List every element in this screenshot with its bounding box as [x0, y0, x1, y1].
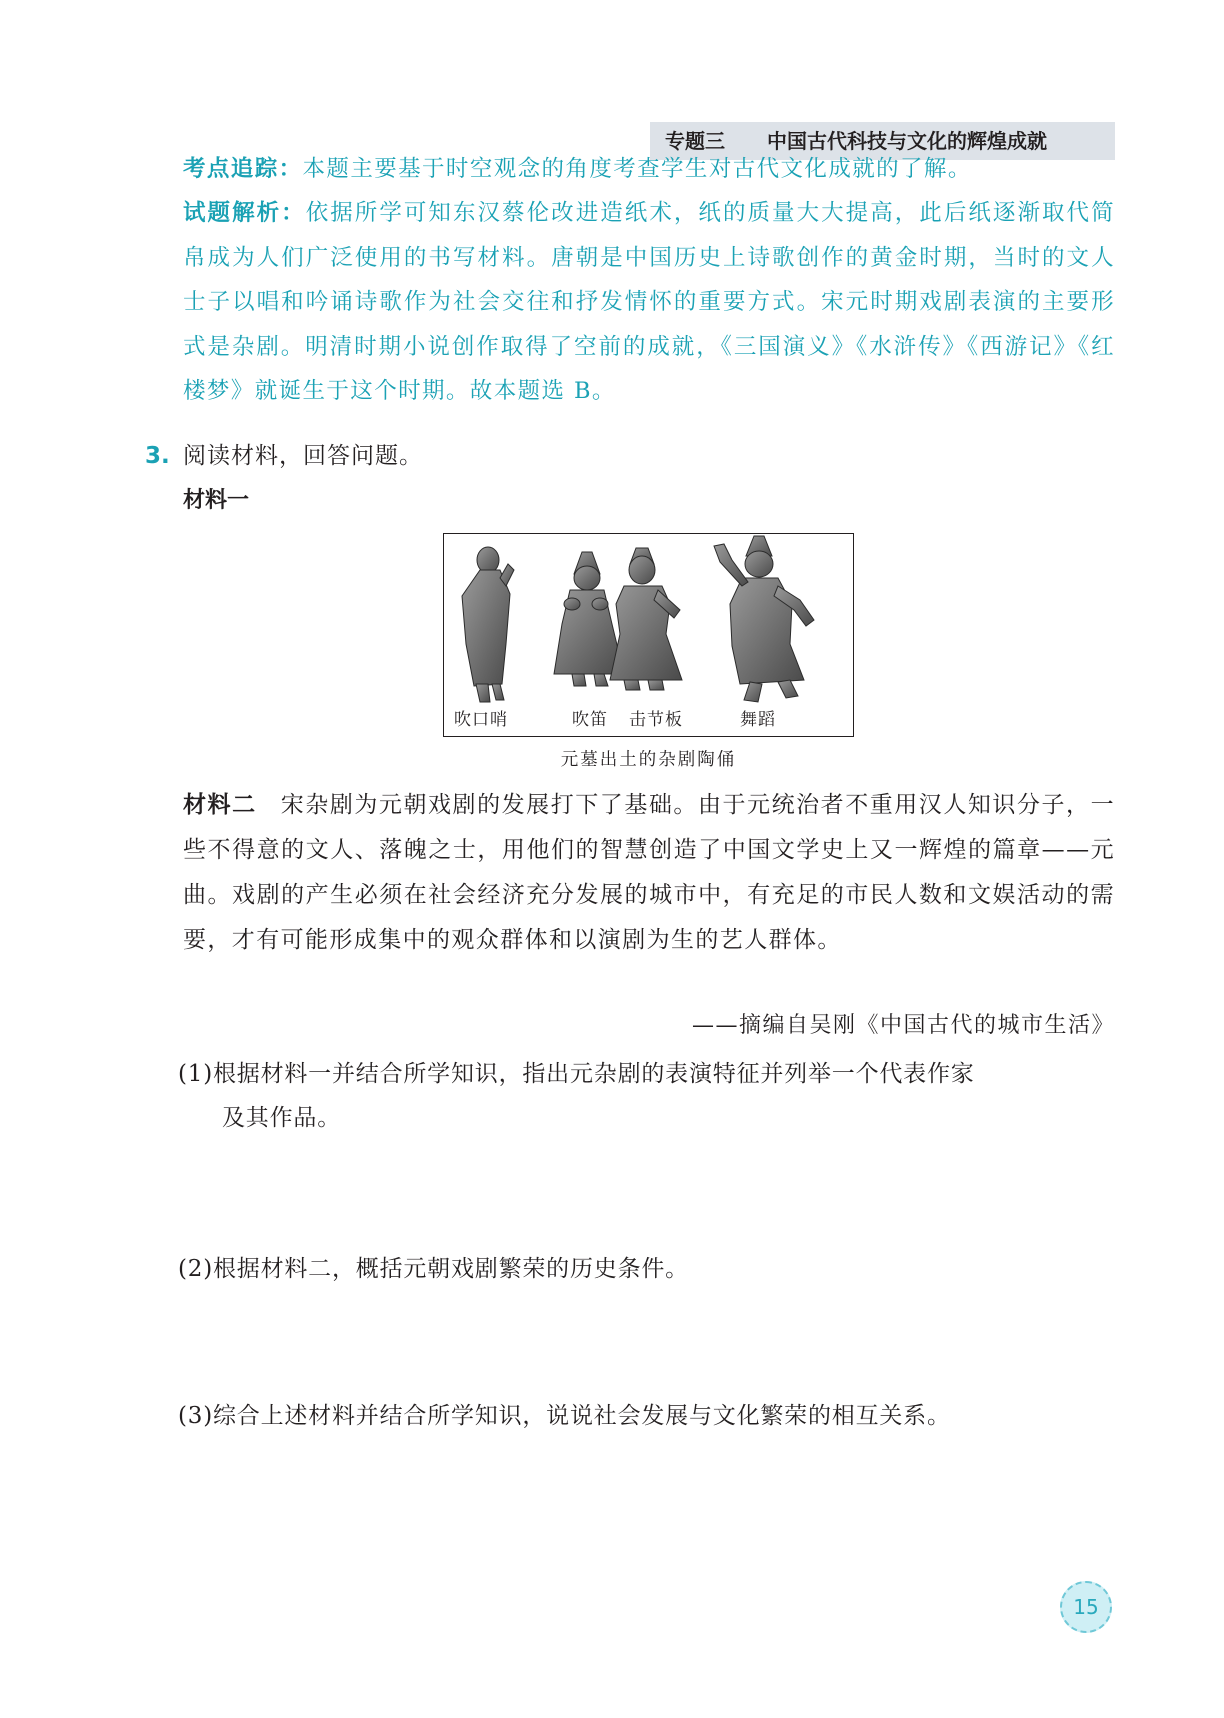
explanation-paragraph: [183, 191, 1115, 414]
tracking-label: 考点追踪：: [183, 156, 303, 182]
tracking-paragraph: [183, 147, 1115, 192]
explanation-label: 试题解析：: [183, 200, 306, 226]
sub-question-1-line2: 及其作品。: [222, 1105, 341, 1131]
figurines-photo: [443, 533, 854, 737]
figure-label-clapper: 击节板: [629, 710, 683, 730]
sub-question-3: (3)综合上述材料并结合所学知识，说说社会发展与文化繁荣的相互关系。: [178, 1403, 951, 1429]
figurine-whistling: [462, 547, 514, 702]
page-number: 15: [1060, 1581, 1112, 1633]
material2-paragraph: [183, 783, 1115, 963]
question-number: 3.: [145, 443, 170, 469]
figure-label-flute: 吹笛: [572, 710, 608, 730]
figure-caption: 元墓出土的杂剧陶俑: [560, 750, 737, 770]
material2-text: 宋杂剧为元朝戏剧的发展打下了基础。由于元统治者不重用汉人知识分子，一些不得意的文人、落魄之士，用他们的智慧创造了中国文学史上又一辉煌的篇章——元曲。戏剧的产生必须在社会经济充分发展的城市中，有充足的市民人数和文娱活动的需要，才有可能形成集中的观众群体和以演剧为生的艺人群体。: [183, 792, 1115, 953]
figurine-clapper: [610, 548, 682, 690]
figure-label-whistling: 吹口哨: [454, 710, 508, 730]
material1-label: 材料一: [183, 488, 250, 513]
figurines-illustration: [444, 534, 852, 735]
sub-question-1-line1: (1)根据材料一并结合所学知识，指出元杂剧的表演特征并列举一个代表作家: [178, 1061, 975, 1087]
material2-label: 材料二: [183, 792, 257, 818]
sub-question-1: [178, 1052, 1115, 1140]
header-topic: 专题三: [665, 129, 725, 153]
header-title: 中国古代科技与文化的辉煌成就: [767, 129, 1047, 153]
explanation-text: 依据所学可知东汉蔡伦改进造纸术，纸的质量大大提高，此后纸逐渐取代简帛成为人们广泛使用的书写材料。唐朝是中国历史上诗歌创作的黄金时期，当时的文人士子以唱和吟诵诗歌作为社会交往和抒发情怀的重要方式。宋元时期戏剧表演的主要形式是杂剧。明清时期小说创作取得了空前的成就，《三国演义》《水浒传》《西游记》《红楼梦》就诞生于这个时期。故本题选 B。: [183, 200, 1115, 404]
tracking-text: 本题主要基于时空观念的角度考查学生对古代文化成就的了解。: [302, 156, 972, 182]
figurine-dancing: [714, 536, 814, 702]
sub-question-2: (2)根据材料二，概括元朝戏剧繁荣的历史条件。: [178, 1256, 689, 1282]
material2-source: ——摘编自吴刚《中国古代的城市生活》: [691, 1013, 1115, 1038]
figure-label-dancing: 舞蹈: [740, 710, 776, 730]
question-prompt: 阅读材料，回答问题。: [183, 443, 423, 469]
